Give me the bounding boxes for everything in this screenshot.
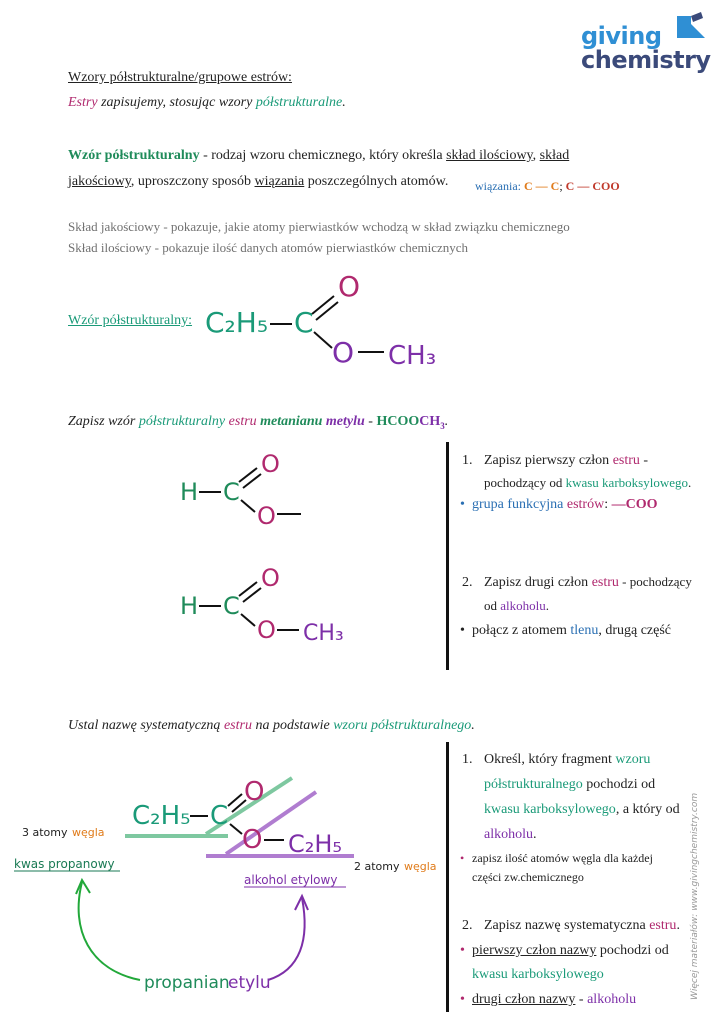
task2-period: . (471, 718, 475, 733)
mol1-o-top: O (261, 450, 280, 478)
task1-step2-alkoholu: alkoholu (500, 598, 546, 613)
bullet-dot: • (460, 623, 465, 638)
watermark: Więcej materiałów: www.givingchemistry.com (690, 792, 700, 1000)
task1-step2-line1 (462, 574, 692, 591)
task1-bullet2-text: połącz z atomem (472, 623, 571, 638)
task1-step2-pochodzacy: - pochodzący (618, 574, 692, 589)
task2-c: C (210, 801, 229, 831)
definition-sklad-ilosciowy: skład ilościowy (446, 148, 533, 163)
task2-c2h5-left: C₂H₅ (132, 801, 191, 831)
task1-step2-line2 (484, 598, 549, 615)
ann-right-count: 2 atomy (354, 860, 400, 873)
mol2-o-mid: O (257, 616, 276, 644)
definition-line-2 (68, 174, 448, 190)
definition-text-3: poszczególnych atomów. (304, 174, 449, 189)
task1-bullet2-end: , drugą część (598, 623, 672, 638)
task1-word-estru: estru (228, 414, 257, 429)
task2-bullet3 (460, 992, 636, 1008)
bullet-dot: • (460, 992, 465, 1007)
task2-step1-number: 1. (462, 752, 473, 767)
intro-end: . (342, 95, 346, 110)
task1-structure-1 (175, 448, 310, 530)
note-quantitative: Skład ilościowy - pokazuje ilość danych atomów pierwiastków chemicznych (68, 240, 469, 255)
task1-step1-number: 1. (462, 453, 473, 468)
task1-bullet1-coo: —COO (611, 497, 658, 512)
task1-structure-2 (175, 562, 345, 646)
mol1-c: C (223, 478, 240, 506)
task1-bullet2-tlenu: tlenu (570, 623, 599, 638)
task2-structure (10, 770, 440, 1006)
task2-bullet2-line1 (460, 943, 669, 959)
task2-step1-alkoholu: alkoholu (484, 827, 533, 842)
bonds-note (475, 179, 620, 194)
arrow-to-acid (79, 882, 140, 980)
task1-dash: - (364, 414, 377, 429)
bonds-label: wiązania: (475, 179, 524, 193)
task2-divider (446, 742, 449, 1012)
definition-wiazania: wiązania (254, 174, 305, 189)
ann-right-name: alkohol etylowy (244, 873, 338, 887)
task2-step1-pochodzi: pochodzi od (582, 777, 656, 792)
task1-step1-dash: - (639, 453, 649, 468)
bond-sep: ; (559, 179, 566, 193)
task2-bullet3-dash: - (575, 992, 588, 1007)
task2-bullet1-text: zapisz ilość atomów węgla dla każdej (472, 851, 653, 865)
task1-step2-od: od (484, 598, 501, 613)
task2-heading (68, 718, 475, 734)
bond-cc: C — C (523, 179, 560, 193)
task1-step1-line1 (462, 453, 648, 469)
bullet-dot: • (460, 497, 465, 512)
ann-right-word: węgla (404, 860, 437, 873)
arrow-to-alcohol (268, 898, 305, 980)
task1-step2-number: 2. (462, 575, 473, 590)
task2-bullet2-pierwszy: pierwszy człon nazwy (472, 943, 597, 958)
task1-word-metanianu: metanianu (260, 414, 323, 429)
mol1-o-mid: O (257, 502, 276, 530)
task2-step2-text: Zapisz nazwę systematyczna (484, 918, 650, 933)
ann-left-word: węgla (72, 826, 105, 839)
task1-step1-pochodzacy: pochodzący od (484, 475, 566, 490)
task2-step2-period: . (676, 918, 680, 933)
task2-bullet2-pochodzi: pochodzi od (596, 943, 669, 958)
result-propanian: propanian (144, 973, 230, 993)
intro-word-estry: Estry (68, 95, 98, 110)
page-title: Wzory półstrukturalne/grupowe estrów: (68, 70, 292, 85)
task1-formula-hcoo: HCOO (376, 414, 420, 429)
task1-bullet1-colon: : (604, 497, 612, 512)
task1-step2-text: Zapisz drugi człon (484, 575, 592, 590)
task2-step2-estru: estru (649, 918, 677, 933)
task2-word-wzoru: wzoru półstrukturalnego (333, 718, 472, 733)
task1-bullet1-text: grupa funkcyjna (472, 497, 567, 512)
definition-comma: , (532, 148, 540, 163)
ann-left-name: kwas propanowy (14, 857, 115, 871)
task1-heading (68, 414, 448, 431)
definition-line-1 (68, 148, 569, 164)
flask-logo-icon (667, 12, 711, 44)
task2-step1-line1 (462, 752, 650, 768)
mol2-ch3: CH₃ (303, 621, 344, 646)
example-o-top: O (338, 270, 361, 303)
task1-word-polstrukturalny: półstrukturalny (138, 414, 226, 429)
task2-step1-line2 (484, 777, 655, 793)
note-qualitative: Skład jakościowy - pokazuje, jakie atomy pierwiastków wchodzą w skład związku chemicznego (68, 219, 570, 234)
task1-step1-estru: estru (612, 453, 640, 468)
task2-o-top: O (244, 777, 265, 807)
logo-text-chemistry: chemistry (581, 46, 711, 74)
intro-line (68, 95, 346, 111)
task1-step2-estru: estru (591, 575, 619, 590)
logo-text-giving: giving (581, 22, 662, 50)
intro-text: zapisujemy, stosując wzory (97, 95, 256, 110)
task1-step1-period: . (688, 475, 692, 490)
task1-step1-line2 (484, 475, 691, 491)
task2-bullet3-drugi: drugi człon nazwy (472, 992, 576, 1007)
task2-step1-line3 (484, 802, 680, 818)
task2-word-estru: estru (223, 718, 252, 733)
bullet-dot: • (460, 943, 465, 958)
definition-text-1: - rodzaj wzoru chemicznego, który określa (199, 148, 447, 163)
example-label: Wzór półstrukturalny: (68, 313, 193, 328)
task2-step1-line4 (484, 827, 537, 843)
ann-left-count: 3 atomy (22, 826, 68, 839)
task1-bullet1 (460, 497, 657, 513)
mol2-o-top: O (261, 564, 280, 592)
task2-step1-period: . (533, 827, 537, 842)
task1-formula-ch: CH (419, 414, 441, 429)
task2-bullet2-line2: kwasu karboksylowego (472, 967, 604, 982)
task2-text-1: Ustal nazwę systematyczną (68, 718, 224, 733)
mol2-c: C (223, 592, 240, 620)
result-etylu: etylu (228, 973, 271, 993)
task2-step1-wzoru: wzoru (615, 752, 651, 767)
bond-ccoo: C — COO (565, 179, 620, 193)
task2-step1-ktory: , a który od (615, 802, 680, 817)
task2-step2-number: 2. (462, 918, 473, 933)
task2-step1-polstrukturalnego: półstrukturalnego (484, 777, 583, 792)
task1-formula-sub: 3 (440, 420, 445, 431)
definition-term: Wzór półstrukturalny (68, 148, 200, 163)
task1-bullet2 (460, 623, 671, 639)
mol1-h: H (180, 478, 199, 506)
example-o-mid: O (332, 336, 355, 369)
task2-o-mid: O (242, 825, 263, 855)
mol2-h: H (180, 592, 199, 620)
task2-step1-text: Określ, który fragment (484, 752, 616, 767)
task1-divider (446, 442, 449, 670)
task2-bullet1-line2: części zw.chemicznego (472, 870, 584, 884)
task1-period: . (444, 414, 449, 429)
example-c2h5: C₂H₅ (205, 306, 269, 339)
task2-bullet3-alkoholu: alkoholu (587, 992, 637, 1007)
task1-word-metylu: metylu (325, 414, 365, 429)
intro-word-polstrukturalne: półstrukturalne (255, 95, 343, 110)
task1-step2-period: . (545, 598, 549, 613)
task1-text-1: Zapisz wzór (68, 414, 139, 429)
example-c: C (294, 306, 314, 339)
definition-sklad: skład (539, 148, 570, 163)
definition-text-2: , uproszczony sposób (130, 174, 255, 189)
task1-step1-kwas: kwasu karboksylowego (565, 475, 688, 490)
logo (575, 12, 715, 72)
task2-step1-kwas: kwasu karboksylowego (484, 802, 616, 817)
definition-jakosciowy: jakościowy (68, 174, 131, 189)
task2-c2h5-right: C₂H₅ (288, 830, 343, 858)
task1-step1-text: Zapisz pierwszy człon (484, 453, 613, 468)
task2-text-2: na podstawie (251, 718, 334, 733)
example-structure (200, 268, 440, 370)
task1-bullet1-estrow: estrów (566, 497, 605, 512)
bullet-dot: • (460, 851, 465, 865)
task2-bullet1-line1 (460, 851, 653, 866)
task2-step2-line (462, 918, 680, 934)
example-ch3: CH₃ (388, 341, 437, 370)
